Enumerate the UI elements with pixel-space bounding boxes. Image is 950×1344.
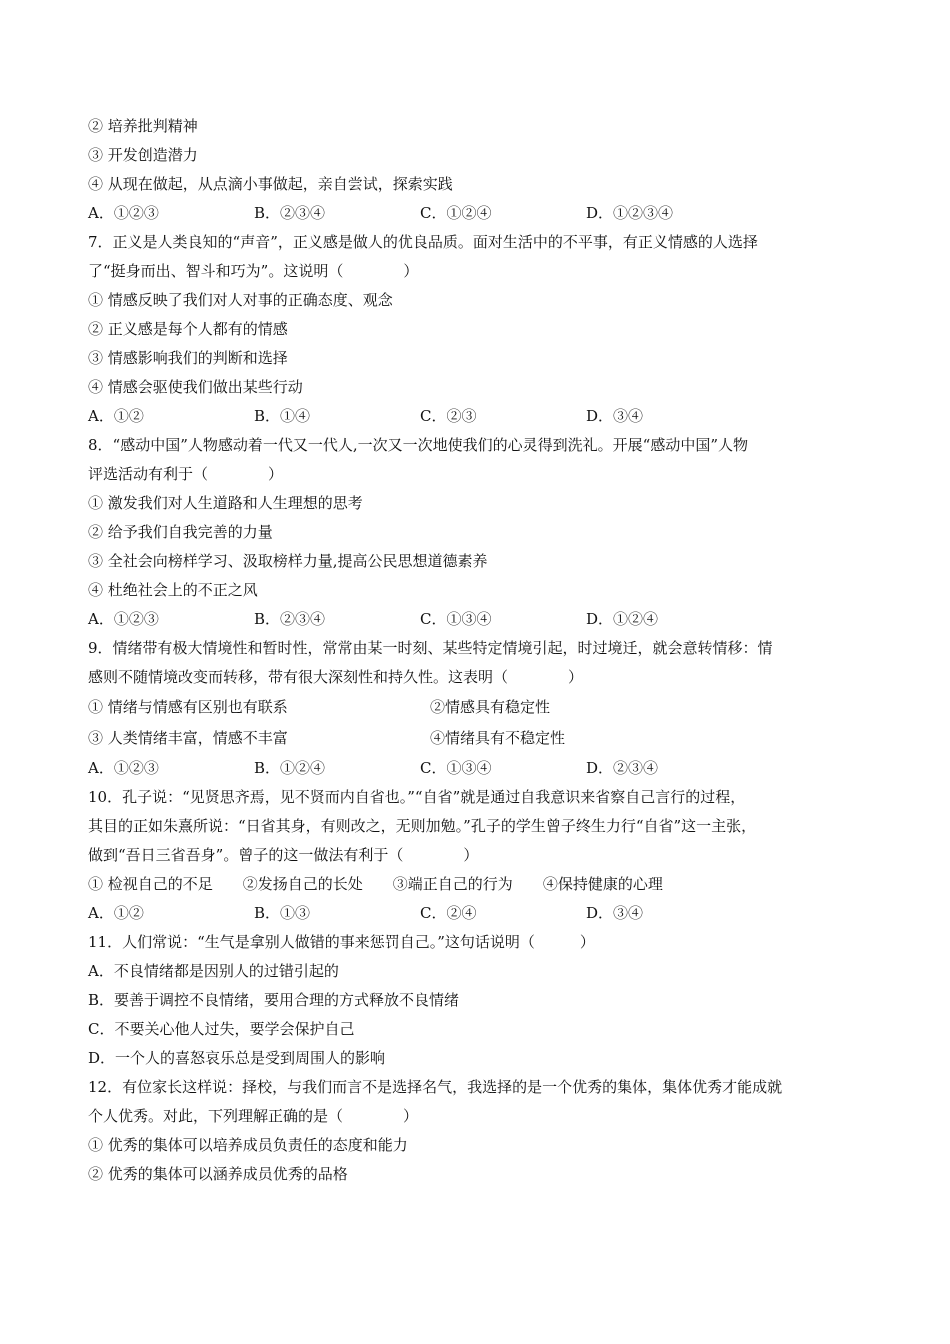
q8-item-3: ③ 全社会向榜样学习、汲取榜样力量,提高公民思想道德素养	[88, 552, 488, 570]
q7-option-b[interactable]: B．①④	[254, 407, 311, 425]
q9-option-b[interactable]: B．①②④	[254, 759, 326, 777]
question-11	[88, 928, 868, 1073]
q6-options	[88, 199, 868, 228]
q7-item-4: ④ 情感会驱使我们做出某些行动	[88, 378, 303, 396]
q12-item-1: ① 优秀的集体可以培养成员负责任的态度和能力	[88, 1136, 408, 1154]
q12-stem-line-2: 个人优秀。对此，下列理解正确的是（ ）	[88, 1107, 419, 1125]
q9-option-c[interactable]: C．①③④	[420, 759, 492, 777]
q7-option-a[interactable]: A．①②	[88, 407, 144, 425]
q6-option-a[interactable]: A．①②③	[88, 204, 159, 222]
q6-option-b[interactable]: B．②③④	[254, 204, 326, 222]
q7-item-2: ② 正义感是每个人都有的情感	[88, 320, 288, 338]
q11-option-c[interactable]: C．不要关心他人过失，要学会保护自己	[88, 1020, 355, 1038]
question-12	[88, 1073, 868, 1189]
q12-item-2: ② 优秀的集体可以涵养成员优秀的品格	[88, 1165, 348, 1183]
q9-items-row-2	[88, 723, 868, 754]
q8-options	[88, 605, 868, 634]
q10-stem-line-2: 其目的正如朱熹所说：“日省其身，有则改之，无则加勉。”孔子的学生曾子终生力行“自省”这一主张，	[88, 817, 757, 835]
q7-stem-line-1: 7．正义是人类良知的“声音”，正义感是做人的优良品质。面对生活中的不平事，有正义情感的人选择	[88, 233, 758, 251]
q10-item-2: ②发扬自己的长处	[242, 875, 363, 893]
q10-item-3: ③端正自己的行为	[392, 875, 513, 893]
q9-option-a[interactable]: A．①②③	[88, 759, 159, 777]
q8-option-a[interactable]: A．①②③	[88, 610, 159, 628]
q6-item-4: ④ 从现在做起，从点滴小事做起，亲自尝试，探索实践	[88, 175, 453, 193]
q6-option-d[interactable]: D．①②③④	[586, 204, 674, 222]
q8-item-1: ① 激发我们对人生道路和人生理想的思考	[88, 494, 363, 512]
q9-stem-line-2: 感则不随情境改变而转移，带有很大深刻性和持久性。这表明（ ）	[88, 668, 584, 686]
q10-option-a[interactable]: A．①②	[88, 904, 144, 922]
exam-page	[88, 112, 868, 1189]
q11-option-b[interactable]: B．要善于调控不良情绪，要用合理的方式释放不良情绪	[88, 991, 460, 1009]
question-6-continuation	[88, 112, 868, 228]
q9-item-1: ① 情绪与情感有区别也有联系	[88, 698, 288, 716]
q6-item-2: ② 培养批判精神	[88, 117, 198, 135]
question-8	[88, 431, 868, 634]
q9-item-4: ④情绪具有不稳定性	[430, 729, 566, 747]
question-10	[88, 783, 868, 928]
q9-item-3: ③ 人类情绪丰富，情感不丰富	[88, 729, 288, 747]
q9-stem-line-1: 9．情绪带有极大情境性和暂时性，常常由某一时刻、某些特定情境引起，时过境迁，就会意转情移：情	[88, 639, 773, 657]
q10-option-d[interactable]: D．③④	[586, 904, 644, 922]
q8-option-c[interactable]: C．①③④	[420, 610, 492, 628]
q7-stem-line-2: 了“挺身而出、智斗和巧为”。这说明（ ）	[88, 262, 419, 280]
q6-option-c[interactable]: C．①②④	[420, 204, 492, 222]
q7-options	[88, 402, 868, 431]
q11-option-a[interactable]: A．不良情绪都是因别人的过错引起的	[88, 962, 339, 980]
q10-item-4: ④保持健康的心理	[542, 875, 663, 893]
q12-stem-line-1: 12．有位家长这样说：择校，与我们而言不是选择名气，我选择的是一个优秀的集体，集体优秀才能成就	[88, 1078, 783, 1096]
q7-option-d[interactable]: D．③④	[586, 407, 644, 425]
q8-stem-line-2: 评选活动有利于（ ）	[88, 465, 284, 483]
q7-item-3: ③ 情感影响我们的判断和选择	[88, 349, 288, 367]
q10-stem-line-1: 10．孔子说：“见贤思齐焉，见不贤而内自省也。”“自省”就是通过自我意识来省察自己言行的过程，	[88, 788, 746, 806]
q10-item-1: ① 检视自己的不足	[88, 875, 213, 893]
q7-item-1: ① 情感反映了我们对人对事的正确态度、观念	[88, 291, 393, 309]
q11-stem-line-1: 11．人们常说：“生气是拿别人做错的事来惩罚自己。”这句话说明（ ）	[88, 933, 595, 951]
q11-option-d[interactable]: D．一个人的喜怒哀乐总是受到周围人的影响	[88, 1049, 386, 1067]
q9-items-row-1	[88, 692, 868, 723]
q9-item-2: ②情感具有稳定性	[430, 698, 551, 716]
q8-option-d[interactable]: D．①②④	[586, 610, 659, 628]
q10-stem-line-3: 做到“吾日三省吾身”。曾子的这一做法有利于（ ）	[88, 846, 479, 864]
q8-item-4: ④ 杜绝社会上的不正之风	[88, 581, 258, 599]
question-7	[88, 228, 868, 431]
q9-options	[88, 754, 868, 783]
q8-option-b[interactable]: B．②③④	[254, 610, 326, 628]
question-9	[88, 634, 868, 783]
q10-option-c[interactable]: C．②④	[420, 904, 477, 922]
q10-items-row	[88, 870, 868, 899]
q10-options	[88, 899, 868, 928]
q8-item-2: ② 给予我们自我完善的力量	[88, 523, 273, 541]
q9-option-d[interactable]: D．②③④	[586, 759, 659, 777]
q8-stem-line-1: 8．“感动中国”人物感动着一代又一代人,一次又一次地使我们的心灵得到洗礼。开展“感动中国”人物	[88, 436, 748, 454]
q10-option-b[interactable]: B．①③	[254, 904, 311, 922]
q7-option-c[interactable]: C．②③	[420, 407, 477, 425]
q6-item-3: ③ 开发创造潜力	[88, 146, 198, 164]
